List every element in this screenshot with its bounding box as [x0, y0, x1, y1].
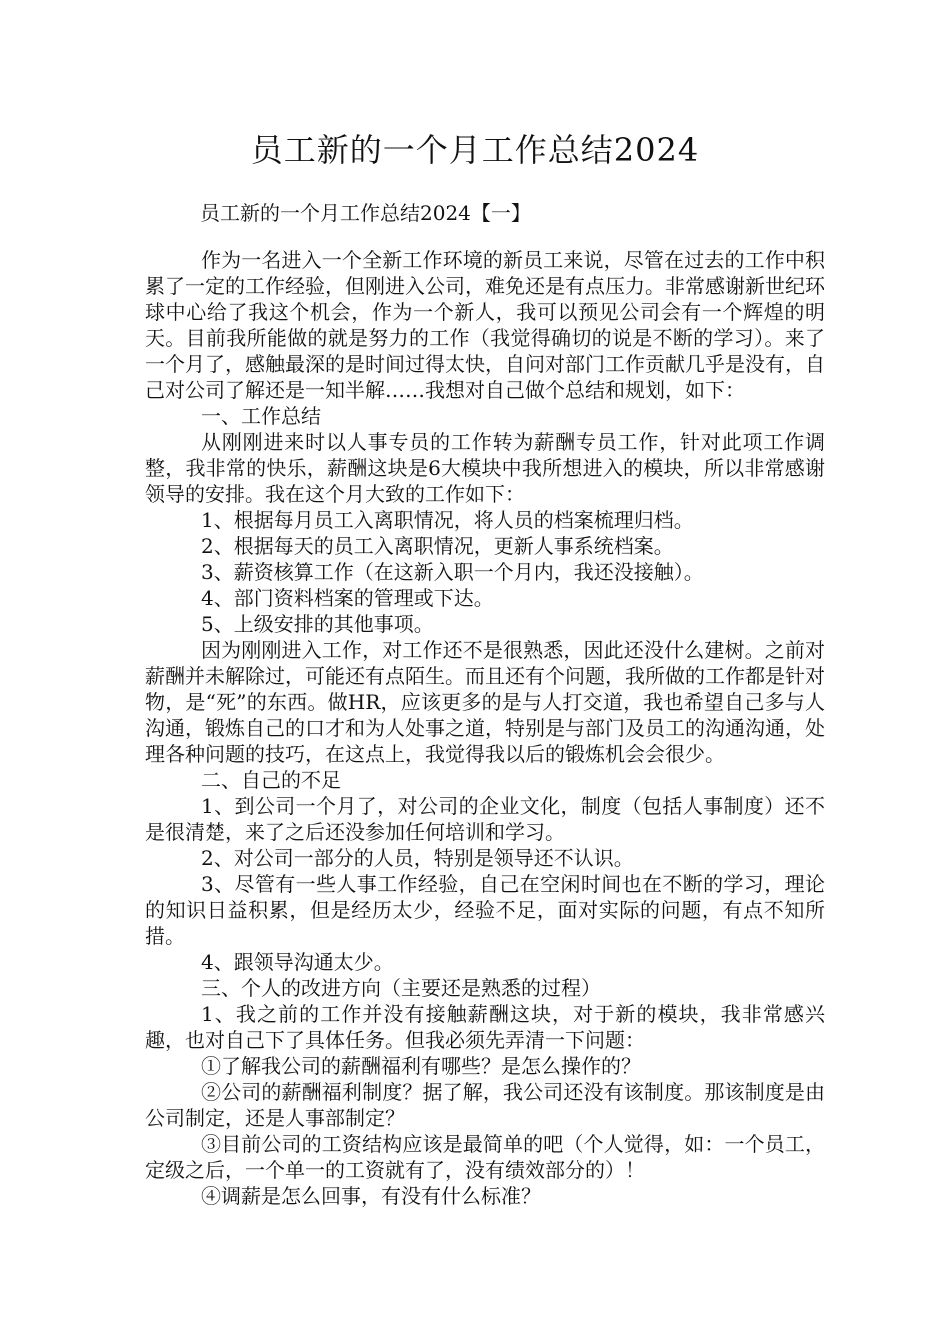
paragraph: 因为刚刚进入工作，对工作还不是很熟悉，因此还没什么建树。之前对薪酬并未解除过，可能还有点陌生。而且还有个问题，我所做的工作都是针对物，是“死”的东西。做HR，应该更多的是与人打交道，我也希望自己多与人沟通，锻炼自己的口才和为人处事之道，特别是与部门及员工的沟通沟通，处理各种问题的技巧，在这点上，我觉得我以后的锻炼机会会很少。	[145, 638, 825, 766]
list-item: ③目前公司的工资结构应该是最简单的吧（个人觉得，如：一个员工，定级之后，一个单一的工资就有了，没有绩效部分的）！	[145, 1132, 825, 1182]
list-item: ④调薪是怎么回事，有没有什么标准？	[201, 1184, 541, 1208]
list-item: 1、我之前的工作并没有接触薪酬这块，对于新的模块，我非常感兴趣，也对自己下了具体任务。但我必须先弄清一下问题：	[145, 1002, 825, 1052]
list-item: 3、薪资核算工作（在这新入职一个月内，我还没接触）。	[201, 560, 704, 584]
paragraph: 从刚刚进来时以人事专员的工作转为薪酬专员工作，针对此项工作调整，我非常的快乐，薪酬这块是6大模块中我所想进入的模块，所以非常感谢领导的安排。我在这个月大致的工作如下：	[145, 430, 825, 506]
document-subtitle: 员工新的一个月工作总结2024【一】	[200, 201, 531, 225]
section-heading: 二、自己的不足	[201, 768, 341, 792]
list-item: ①了解我公司的薪酬福利有哪些？是怎么操作的？	[201, 1054, 641, 1078]
list-item: ②公司的薪酬福利制度？据了解，我公司还没有该制度。那该制度是由公司制定，还是人事部制定？	[145, 1080, 825, 1130]
list-item: 4、跟领导沟通太少。	[201, 950, 394, 974]
paragraph: 作为一名进入一个全新工作环境的新员工来说，尽管在过去的工作中积累了一定的工作经验，但刚进入公司，难免还是有点压力。非常感谢新世纪环球中心给了我这个机会，作为一个新人，我可以预见公司会有一个辉煌的明天。目前我所能做的就是努力的工作（我觉得确切的说是不断的学习）。来了一个月了，感触最深的是时间过得太快，自问对部门工作贡献几乎是没有，自己对公司了解还是一知半解……我想对自己做个总结和规划，如下：	[145, 248, 825, 402]
document-title: 员工新的一个月工作总结2024	[250, 131, 700, 169]
section-heading: 一、工作总结	[201, 404, 321, 428]
section-heading: 三、个人的改进方向（主要还是熟悉的过程）	[201, 976, 601, 1000]
list-item: 5、上级安排的其他事项。	[201, 612, 434, 636]
list-item: 4、部门资料档案的管理或下达。	[201, 586, 494, 610]
list-item: 1、到公司一个月了，对公司的企业文化，制度（包括人事制度）还不是很清楚，来了之后还没参加任何培训和学习。	[145, 794, 825, 844]
list-item: 1、根据每月员工入离职情况，将人员的档案梳理归档。	[201, 508, 694, 532]
document-body	[145, 247, 825, 1209]
list-item: 3、尽管有一些人事工作经验，自己在空闲时间也在不断的学习，理论的知识日益积累，但是经历太少，经验不足，面对实际的问题，有点不知所措。	[145, 872, 825, 948]
list-item: 2、根据每天的员工入离职情况，更新人事系统档案。	[201, 534, 674, 558]
list-item: 2、对公司一部分的人员，特别是领导还不认识。	[201, 846, 634, 870]
